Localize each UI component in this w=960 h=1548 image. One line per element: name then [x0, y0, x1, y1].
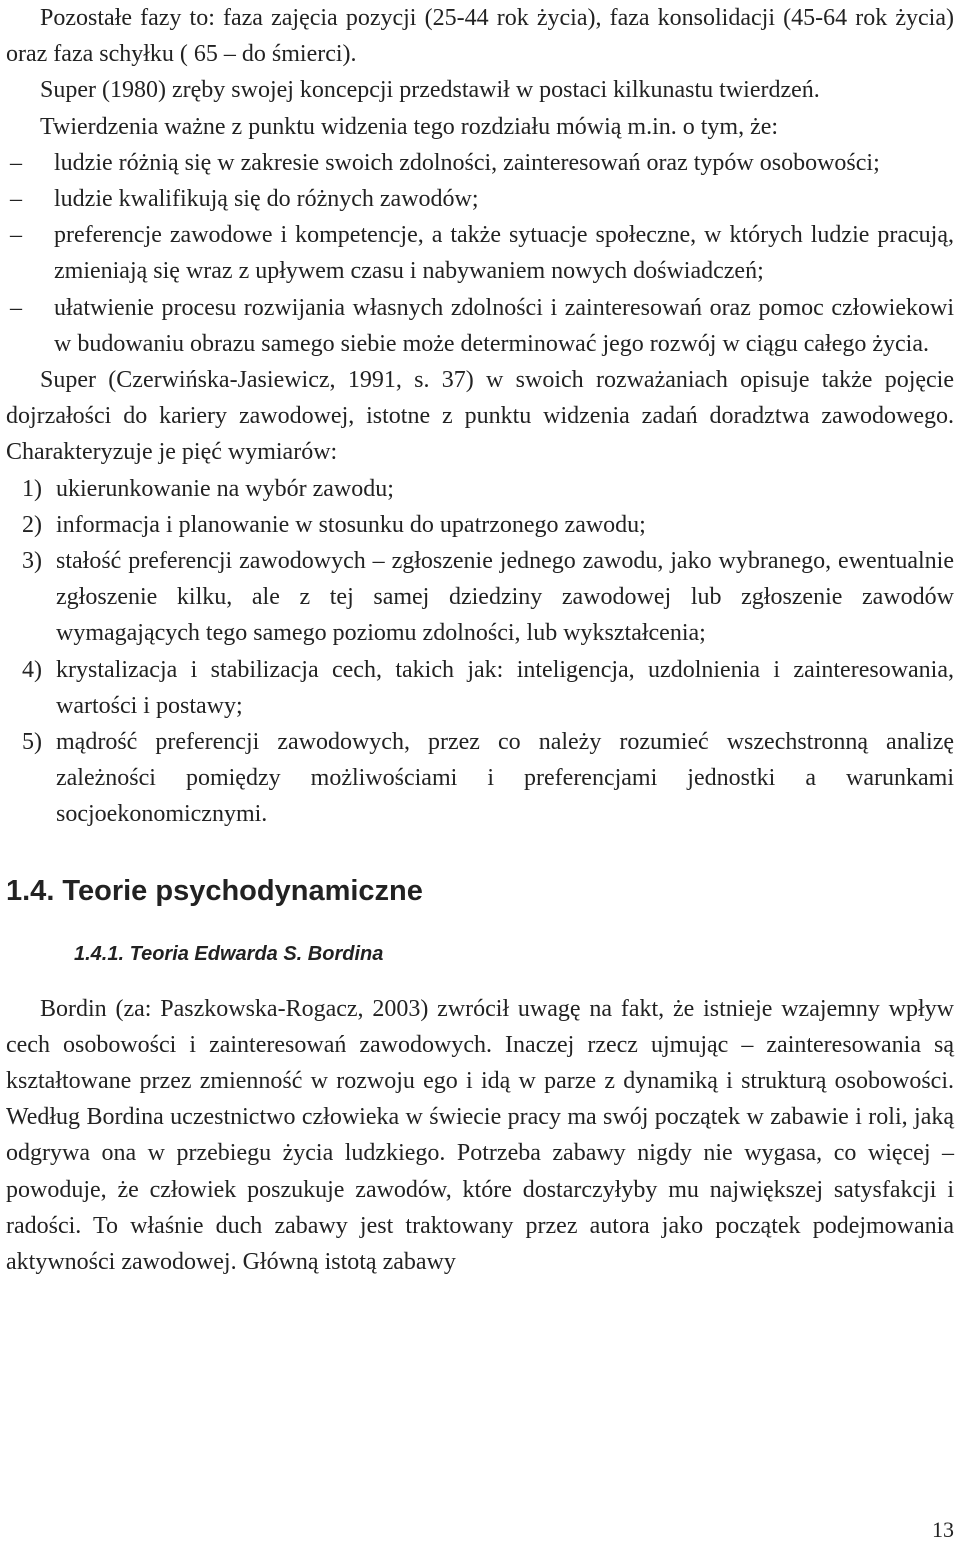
list-item: [6, 217, 954, 289]
page-number: 13: [932, 1517, 954, 1542]
page-content: [6, 0, 954, 1280]
list-item-text: ukierunkowanie na wybór zawodu;: [56, 475, 394, 502]
list-item-text: ułatwienie procesu rozwijania własnych zdolności i zainteresowań oraz pomoc człowiekowi w budowaniu obrazu samego siebie może determinować jego rozwój w ciągu całego życia.: [54, 294, 954, 357]
list-item-text: informacja i planowanie w stosunku do upatrzonego zawodu;: [56, 511, 646, 538]
dash-marker: –: [10, 149, 22, 176]
list-item-text: stałość preferencji zawodowych – zgłoszenie jednego zawodu, jako wybranego, ewentualnie zgłoszenie kilku, ale z tej samej dziedziny zawodowej lub zgłoszenie zawodów wymagających tego samego poziomu zdolności, lub wykształcenia;: [56, 548, 954, 647]
subsection-heading: 1.4.1. Teoria Edwarda S. Bordina: [74, 942, 384, 965]
list-item: [6, 471, 954, 507]
numbered-list: [6, 471, 954, 833]
list-item: [6, 507, 954, 543]
dash-list: [6, 145, 954, 362]
paragraph-super-1980: Super (1980) zręby swojej koncepcji przedstawił w postaci kilkunastu twierdzeń.: [40, 77, 820, 104]
number-marker: 2): [22, 511, 42, 538]
list-item-text: krystalizacja i stabilizacja cech, takich jak: inteligencja, uzdolnienia i zainteresowania, wartości i postawy;: [56, 656, 954, 719]
number-marker: 3): [22, 548, 42, 575]
dash-marker: –: [10, 294, 22, 321]
dash-marker: –: [10, 186, 22, 213]
list-item-text: preferencje zawodowe i kompetencje, a także sytuacje społeczne, w których ludzie pracują, zmieniają się wraz z upływem czasu i nabywaniem nowych doświadczeń;: [54, 222, 954, 285]
number-marker: 1): [22, 475, 42, 502]
list-item: [6, 181, 954, 217]
list-item: [6, 145, 954, 181]
paragraph-phases: Pozostałe fazy to: faza zajęcia pozycji (25-44 rok życia), faza konsolidacji (45-64 rok życia) oraz faza schyłku ( 65 – do śmierci).: [6, 5, 954, 68]
paragraph-bordin: Bordin (za: Paszkowska-Rogacz, 2003) zwrócił uwagę na fakt, że istnieje wzajemny wpływ cech osobowości i zainteresowań zawodowych. Inaczej rzecz ujmując – zainteresowania są kształtowane przez zmienność w rozwoju ego i idą w parze z dynamiką i strukturą osobowości. Według Bordina uczestnictwo człowieka w świecie pracy ma swój początek w zabawie i roli, jaką odgrywa ona w przebiegu życia ludzkiego. Potrzeba zabawy nigdy nie wygasa, co więcej – powoduje, że człowiek poszukuje zawodów, które dostarczyłyby mu największej satysfakcji i radości. To właśnie duch zabawy jest traktowany przez autora jako początek podejmowania aktywności zawodowej. Główną istotą zabawy: [6, 995, 954, 1276]
paragraph-twierdzenia: Twierdzenia ważne z punktu widzenia tego rozdziału mówią m.in. o tym, że:: [40, 113, 779, 140]
list-item: [6, 543, 954, 652]
number-marker: 4): [22, 656, 42, 683]
number-marker: 5): [22, 729, 42, 756]
list-item-text: mądrość preferencji zawodowych, przez co należy rozumieć wszechstronną analizę zależności pomiędzy możliwościami i preferencjami jednostki a warunkami socjoekonomicznymi.: [56, 729, 954, 828]
dash-marker: –: [10, 222, 22, 249]
section-heading: 1.4. Teorie psychodynamiczne: [6, 874, 423, 907]
list-item: [6, 652, 954, 724]
list-item: [6, 724, 954, 833]
list-item-text: ludzie kwalifikują się do różnych zawodów;: [54, 186, 479, 213]
list-item-text: ludzie różnią się w zakresie swoich zdolności, zainteresowań oraz typów osobowości;: [54, 149, 880, 176]
paragraph-career-maturity: Super (Czerwińska-Jasiewicz, 1991, s. 37) w swoich rozważaniach opisuje także pojęcie dojrzałości do kariery zawodowej, istotne z punktu widzenia zadań doradztwa zawodowego. Charakteryzuje je pięć wymiarów:: [6, 367, 954, 466]
list-item: [6, 290, 954, 362]
